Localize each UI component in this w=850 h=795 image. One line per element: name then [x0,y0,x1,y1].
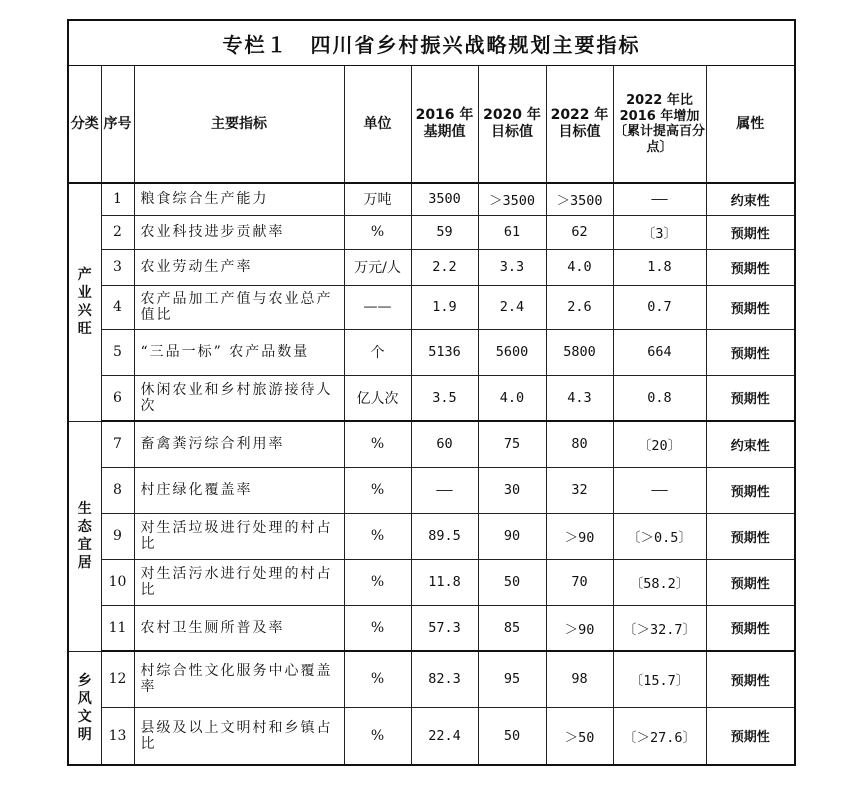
table-row [68,249,795,285]
table-row [68,285,795,329]
indicator-cell: 村庄绿化覆盖率 [134,467,344,513]
attribute-cell: 预期性 [706,249,795,285]
target-2022-cell: 4.3 [546,375,613,421]
base-2016-cell: 57.3 [411,605,478,651]
table-row [68,651,795,707]
target-2022-cell: 32 [546,467,613,513]
target-2022-cell: 62 [546,215,613,249]
seq-cell: 3 [101,249,134,285]
attribute-cell: 预期性 [706,651,795,707]
unit-cell: % [344,467,411,513]
base-2016-cell: 59 [411,215,478,249]
target-2022-cell: 4.0 [546,249,613,285]
category-cell [68,651,101,765]
attribute-cell: 预期性 [706,375,795,421]
seq-cell: 7 [101,421,134,467]
target-2020-cell: 3.3 [478,249,546,285]
target-2020-cell: 61 [478,215,546,249]
increase-cell: 0.8 [613,375,706,421]
category-label: 生态宜居 [77,501,92,571]
attribute-cell: 约束性 [706,421,795,467]
header-increase: 2022 年比 2016 年增加〔累计提高百分点〕 [613,66,706,184]
increase-cell: 664 [613,329,706,375]
table-row [68,183,795,215]
unit-cell: 亿人次 [344,375,411,421]
target-2020-cell: 90 [478,513,546,559]
indicator-cell: 县级及以上文明村和乡镇占比 [134,707,344,765]
table-row [68,329,795,375]
category-cell [68,421,101,651]
indicator-cell: “三品一标” 农产品数量 [134,329,344,375]
increase-cell: 0.7 [613,285,706,329]
table-row [68,215,795,249]
unit-cell: —— [344,285,411,329]
attribute-cell: 预期性 [706,513,795,559]
target-2020-cell: 30 [478,467,546,513]
table-row [68,513,795,559]
target-2020-cell: ＞3500 [478,183,546,215]
target-2020-cell: 95 [478,651,546,707]
target-2020-cell: 50 [478,707,546,765]
header-base-2016: 2016 年基期值 [411,66,478,184]
category-cell [68,183,101,421]
indicator-cell: 农产品加工产值与农业总产值比 [134,285,344,329]
unit-cell: % [344,651,411,707]
unit-cell: % [344,421,411,467]
attribute-cell: 预期性 [706,285,795,329]
attribute-cell: 预期性 [706,329,795,375]
seq-cell: 9 [101,513,134,559]
base-2016-cell: 3.5 [411,375,478,421]
indicator-table [67,19,796,766]
header-target-2022: 2022 年目标值 [546,66,613,184]
table-row [68,421,795,467]
base-2016-cell: 5136 [411,329,478,375]
increase-cell: 〔15.7〕 [613,651,706,707]
target-2022-cell: 98 [546,651,613,707]
base-2016-cell: 60 [411,421,478,467]
target-2020-cell: 50 [478,559,546,605]
header-unit: 单位 [344,66,411,184]
increase-cell: 〔＞27.6〕 [613,707,706,765]
target-2020-cell: 5600 [478,329,546,375]
increase-cell: —— [613,183,706,215]
indicator-cell: 畜禽粪污综合利用率 [134,421,344,467]
header-indicator: 主要指标 [134,66,344,184]
target-2022-cell: 2.6 [546,285,613,329]
target-2022-cell: 70 [546,559,613,605]
increase-cell: 〔＞0.5〕 [613,513,706,559]
attribute-cell: 预期性 [706,605,795,651]
seq-cell: 6 [101,375,134,421]
attribute-cell: 预期性 [706,707,795,765]
target-2022-cell: ＞90 [546,513,613,559]
base-2016-cell: 3500 [411,183,478,215]
seq-cell: 8 [101,467,134,513]
category-label: 乡风文明 [77,672,92,743]
unit-cell: % [344,513,411,559]
increase-cell: 〔20〕 [613,421,706,467]
increase-cell: 〔3〕 [613,215,706,249]
base-2016-cell: 89.5 [411,513,478,559]
category-label: 产业兴旺 [77,267,92,338]
target-2022-cell: ＞50 [546,707,613,765]
increase-cell: 〔58.2〕 [613,559,706,605]
indicator-cell: 农村卫生厕所普及率 [134,605,344,651]
attribute-cell: 预期性 [706,467,795,513]
seq-cell: 11 [101,605,134,651]
table-row [68,707,795,765]
target-2022-cell: 80 [546,421,613,467]
indicator-cell: 村综合性文化服务中心覆盖率 [134,651,344,707]
table-title: 专栏１ 四川省乡村振兴战略规划主要指标 [68,20,795,66]
unit-cell: 个 [344,329,411,375]
increase-cell: 1.8 [613,249,706,285]
table-row [68,375,795,421]
attribute-cell: 预期性 [706,559,795,605]
base-2016-cell: 1.9 [411,285,478,329]
indicator-cell: 粮食综合生产能力 [134,183,344,215]
seq-cell: 13 [101,707,134,765]
seq-cell: 5 [101,329,134,375]
indicator-cell: 休闲农业和乡村旅游接待人次 [134,375,344,421]
target-2020-cell: 2.4 [478,285,546,329]
unit-cell: 万元/人 [344,249,411,285]
header-attribute: 属性 [706,66,795,184]
header-seq: 序号 [101,66,134,184]
header-row [68,66,795,184]
base-2016-cell: 11.8 [411,559,478,605]
target-2022-cell: ＞3500 [546,183,613,215]
seq-cell: 1 [101,183,134,215]
target-2022-cell: ＞90 [546,605,613,651]
unit-cell: % [344,559,411,605]
increase-cell: 〔＞32.7〕 [613,605,706,651]
header-category: 分类 [68,66,101,184]
base-2016-cell: —— [411,467,478,513]
seq-cell: 4 [101,285,134,329]
unit-cell: % [344,605,411,651]
base-2016-cell: 22.4 [411,707,478,765]
target-2020-cell: 75 [478,421,546,467]
target-2020-cell: 85 [478,605,546,651]
table-row [68,559,795,605]
indicator-cell: 农业科技进步贡献率 [134,215,344,249]
target-2022-cell: 5800 [546,329,613,375]
table-row [68,467,795,513]
indicator-cell: 对生活污水进行处理的村占比 [134,559,344,605]
attribute-cell: 预期性 [706,215,795,249]
indicator-cell: 对生活垃圾进行处理的村占比 [134,513,344,559]
target-2020-cell: 4.0 [478,375,546,421]
increase-cell: —— [613,467,706,513]
seq-cell: 12 [101,651,134,707]
header-target-2020: 2020 年目标值 [478,66,546,184]
unit-cell: % [344,707,411,765]
attribute-cell: 约束性 [706,183,795,215]
base-2016-cell: 2.2 [411,249,478,285]
table-row [68,605,795,651]
indicator-cell: 农业劳动生产率 [134,249,344,285]
unit-cell: 万吨 [344,183,411,215]
base-2016-cell: 82.3 [411,651,478,707]
seq-cell: 10 [101,559,134,605]
indicator-table-sheet [67,19,794,766]
seq-cell: 2 [101,215,134,249]
unit-cell: % [344,215,411,249]
